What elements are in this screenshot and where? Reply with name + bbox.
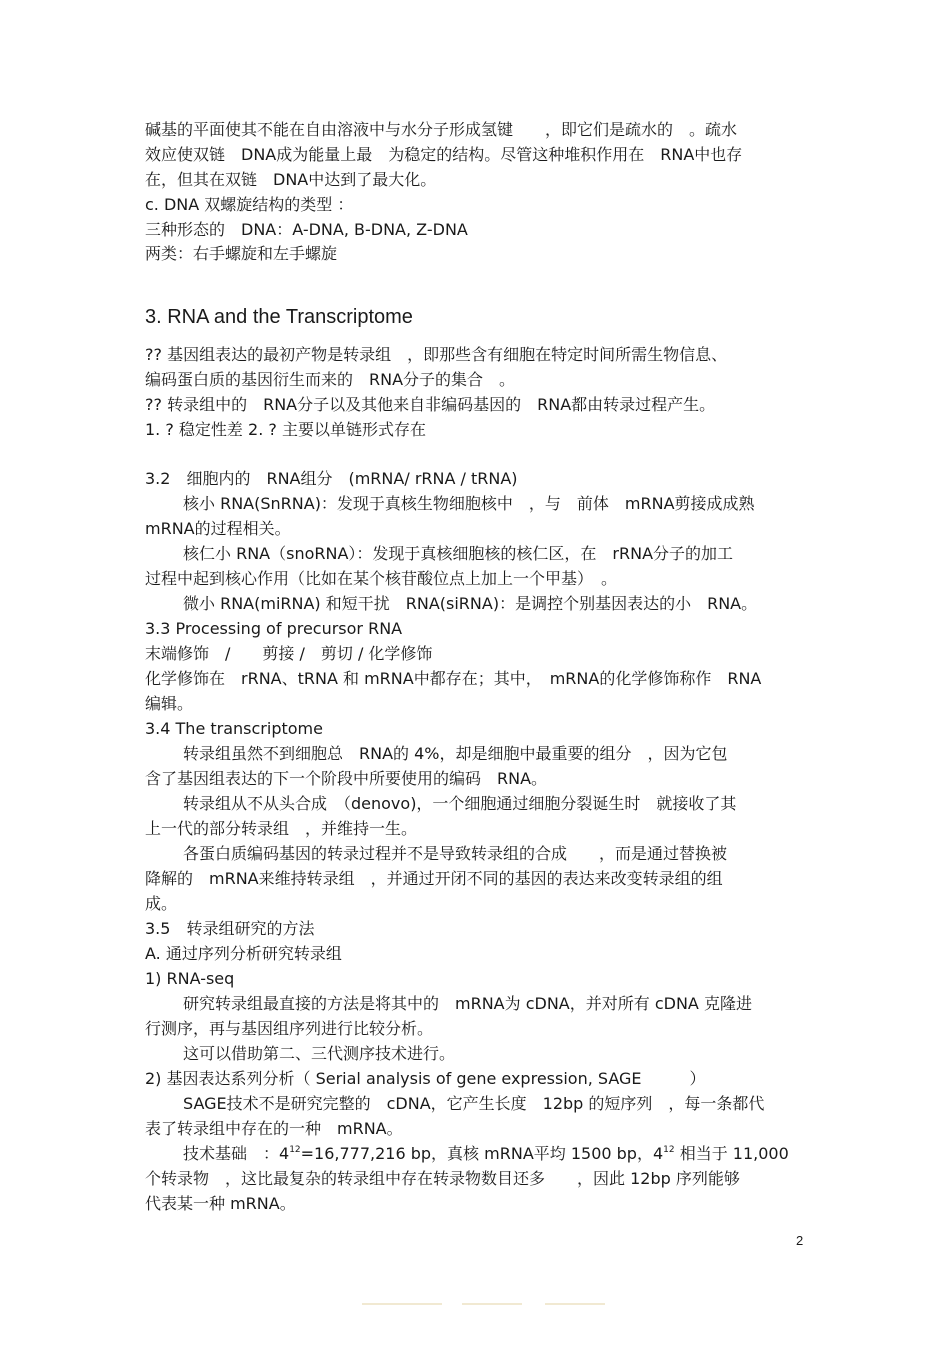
paragraph-line: 过程中起到核心作用（比如在某个核苷酸位点上加上一个甲基） 。: [145, 569, 618, 588]
paragraph-line: 各蛋白质编码基因的转录过程并不是导致转录组的合成 ，而是通过替换被: [183, 844, 728, 863]
paragraph-line: 编码蛋白质的基因衍生而来的 RNA分子的集合 。: [145, 370, 516, 389]
paragraph-line: 效应使双链 DNA成为能量上最 为稳定的结构。尽管这种堆积作用在 RNA中也存: [145, 145, 743, 164]
text-fragment: =16,777,216 bp，真核 mRNA平均 1500 bp，4: [300, 1144, 664, 1163]
paragraph-line: 两类：右手螺旋和左手螺旋: [145, 244, 338, 263]
subsection-title: A. 通过序列分析研究转录组: [145, 944, 342, 963]
paragraph-line: ?? 转录组中的 RNA分子以及其他来自非编码基因的 RNA都由转录过程产生。: [145, 395, 716, 414]
page-number: 2: [796, 1233, 804, 1248]
paragraph-line: 碱基的平面使其不能在自由溶液中与水分子形成氢键 ，即它们是疏水的 。疏水: [145, 120, 738, 139]
paragraph-line: 这可以借助第二、三代测序技术进行。: [183, 1044, 456, 1063]
subsection-title: 1) RNA-seq: [145, 969, 235, 988]
paragraph-line: 代表某一种 mRNA。: [145, 1194, 296, 1213]
footer-smudge: [462, 1303, 522, 1305]
superscript: 12: [289, 1145, 301, 1155]
paragraph-line: ?? 基因组表达的最初产物是转录组 ，即那些含有细胞在特定时间所需生物信息、: [145, 345, 728, 364]
subsection-title: 3.2 细胞内的 RNA组分 (mRNA/ rRNA / tRNA): [145, 469, 518, 488]
paragraph-line: 转录组从不从头合成 （denovo)，一个细胞通过细胞分裂诞生时 就接收了其: [183, 794, 737, 813]
text-fragment: 相当于 11,000: [674, 1144, 789, 1163]
paragraph-line: 核仁小 RNA（snoRNA）：发现于真核细胞核的核仁区，在 rRNA分子的加工: [183, 544, 734, 563]
footer-smudge: [362, 1303, 442, 1305]
subsection-title: 3.5 转录组研究的方法: [145, 919, 315, 938]
paragraph-line: 研究转录组最直接的方法是将其中的 mRNA为 cDNA，并对所有 cDNA 克隆进: [183, 994, 752, 1013]
paragraph-line: 成。: [145, 894, 178, 913]
paragraph-line: 含了基因组表达的下一个阶段中所要使用的编码 RNA。: [145, 769, 548, 788]
paragraph-line: 在，但其在双链 DNA中达到了最大化。: [145, 170, 437, 189]
subsection-title: 3.3 Processing of precursor RNA: [145, 619, 403, 638]
paragraph-line: 降解的 mRNA来维持转录组 ，并通过开闭不同的基因的表达来改变转录组的组: [145, 869, 723, 888]
paragraph-line: SAGE技术不是研究完整的 cDNA，它产生长度 12bp 的短序列 ，每一条都代: [183, 1094, 765, 1113]
paragraph-line: 个转录物 ，这比最复杂的转录组中存在转录物数目还多 ，因此 12bp 序列能够: [145, 1169, 740, 1188]
paragraph-line: 核小 RNA(SnRNA)：发现于真核生物细胞核中 ，与 前体 mRNA剪接成成熟: [183, 494, 755, 513]
section-heading: 3. RNA and the Transcriptome: [145, 306, 413, 328]
paragraph-line: 微小 RNA(miRNA) 和短干扰 RNA(siRNA)：是调控个别基因表达的小 RNA。: [183, 594, 758, 613]
paragraph-line: 转录组虽然不到细胞总 RNA的 4%，却是细胞中最重要的组分 ，因为它包: [183, 744, 728, 763]
text-fragment: 技术基础 ：4: [183, 1144, 290, 1163]
subsection-title: 3.4 The transcriptome: [145, 719, 323, 738]
paragraph-line: 化学修饰在 rRNA、tRNA 和 mRNA中都存在；其中， mRNA的化学修饰称作 RNA: [145, 669, 762, 688]
paragraph-line: 三种形态的 DNA：A-DNA, B-DNA, Z-DNA: [145, 220, 468, 239]
paragraph-line: 行测序，再与基因组序列进行比较分析。: [145, 1019, 434, 1038]
subsection-title: c. DNA 双螺旋结构的类型 ：: [145, 195, 354, 214]
superscript: 12: [663, 1145, 675, 1155]
paragraph-line: 编辑。: [145, 694, 194, 713]
footer-smudge: [545, 1303, 605, 1305]
paragraph-line: mRNA的过程相关。: [145, 519, 291, 538]
paragraph-line: 上一代的部分转录组 ，并维持一生。: [145, 819, 418, 838]
paragraph-line: 末端修饰 / 剪接 / 剪切 / 化学修饰: [145, 644, 433, 663]
paragraph-line: [183, 1142, 823, 1166]
paragraph-line: 表了转录组中存在的一种 mRNA。: [145, 1119, 403, 1138]
subsection-title: 2) 基因表达系列分析（ Serial analysis of gene expression, SAGE ）: [145, 1069, 706, 1088]
paragraph-line: 1. ? 稳定性差 2. ? 主要以单链形式存在: [145, 420, 426, 439]
